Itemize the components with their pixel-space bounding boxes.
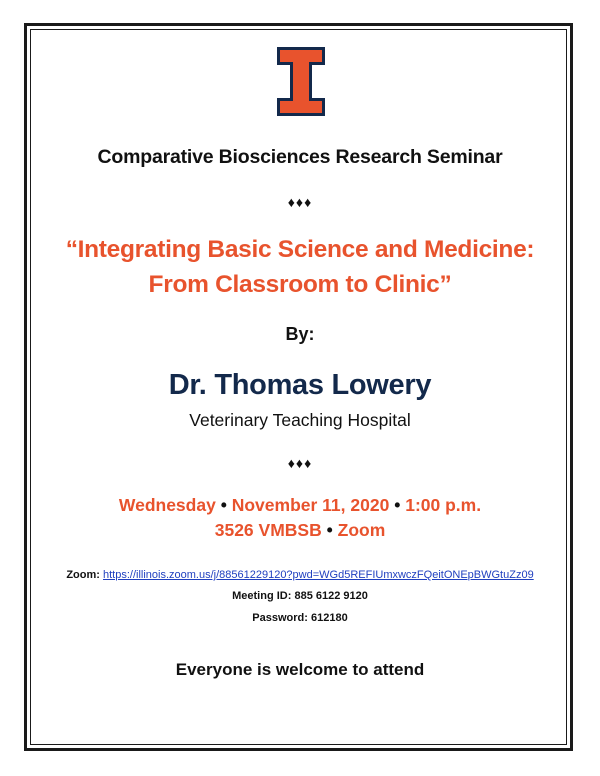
block-i-fill bbox=[280, 50, 322, 113]
event-datetime bbox=[30, 493, 570, 518]
event-room: 3526 VMBSB bbox=[214, 520, 322, 540]
diamond-divider-bottom: ♦♦♦ bbox=[287, 455, 313, 471]
event-mode: Zoom bbox=[337, 520, 386, 540]
bullet-separator: • bbox=[394, 495, 401, 515]
event-day: Wednesday bbox=[118, 495, 216, 515]
talk-title-line-2: From Classroom to Clinic” bbox=[148, 271, 452, 298]
talk-title bbox=[30, 232, 570, 302]
zoom-label: Zoom: bbox=[66, 569, 100, 581]
event-date: November 11, 2020 bbox=[231, 495, 390, 515]
speaker-name: Dr. Thomas Lowery bbox=[168, 369, 432, 401]
diamond-divider-top: ♦♦♦ bbox=[287, 194, 313, 210]
talk-title-line-1: “Integrating Basic Science and Medicine: bbox=[65, 236, 535, 263]
event-location bbox=[30, 518, 570, 543]
bullet-separator: • bbox=[220, 495, 227, 515]
meeting-password: Password: 612180 bbox=[252, 612, 348, 624]
event-details bbox=[30, 493, 570, 543]
bullet-separator: • bbox=[326, 520, 333, 540]
by-label: By: bbox=[285, 324, 315, 344]
seminar-series-title: Comparative Biosciences Research Seminar bbox=[97, 146, 503, 168]
zoom-link[interactable]: https://illinois.zoom.us/j/88561229120?pwd=WGd5REFIUmxwczFQeitONEpBWGtuZz09 bbox=[102, 569, 534, 581]
speaker-affiliation: Veterinary Teaching Hospital bbox=[189, 410, 411, 430]
closing-note: Everyone is welcome to attend bbox=[175, 660, 425, 679]
zoom-line bbox=[30, 569, 570, 581]
meeting-id: Meeting ID: 885 6122 9120 bbox=[232, 590, 368, 602]
block-i-logo bbox=[275, 45, 327, 118]
event-time: 1:00 p.m. bbox=[405, 495, 482, 515]
